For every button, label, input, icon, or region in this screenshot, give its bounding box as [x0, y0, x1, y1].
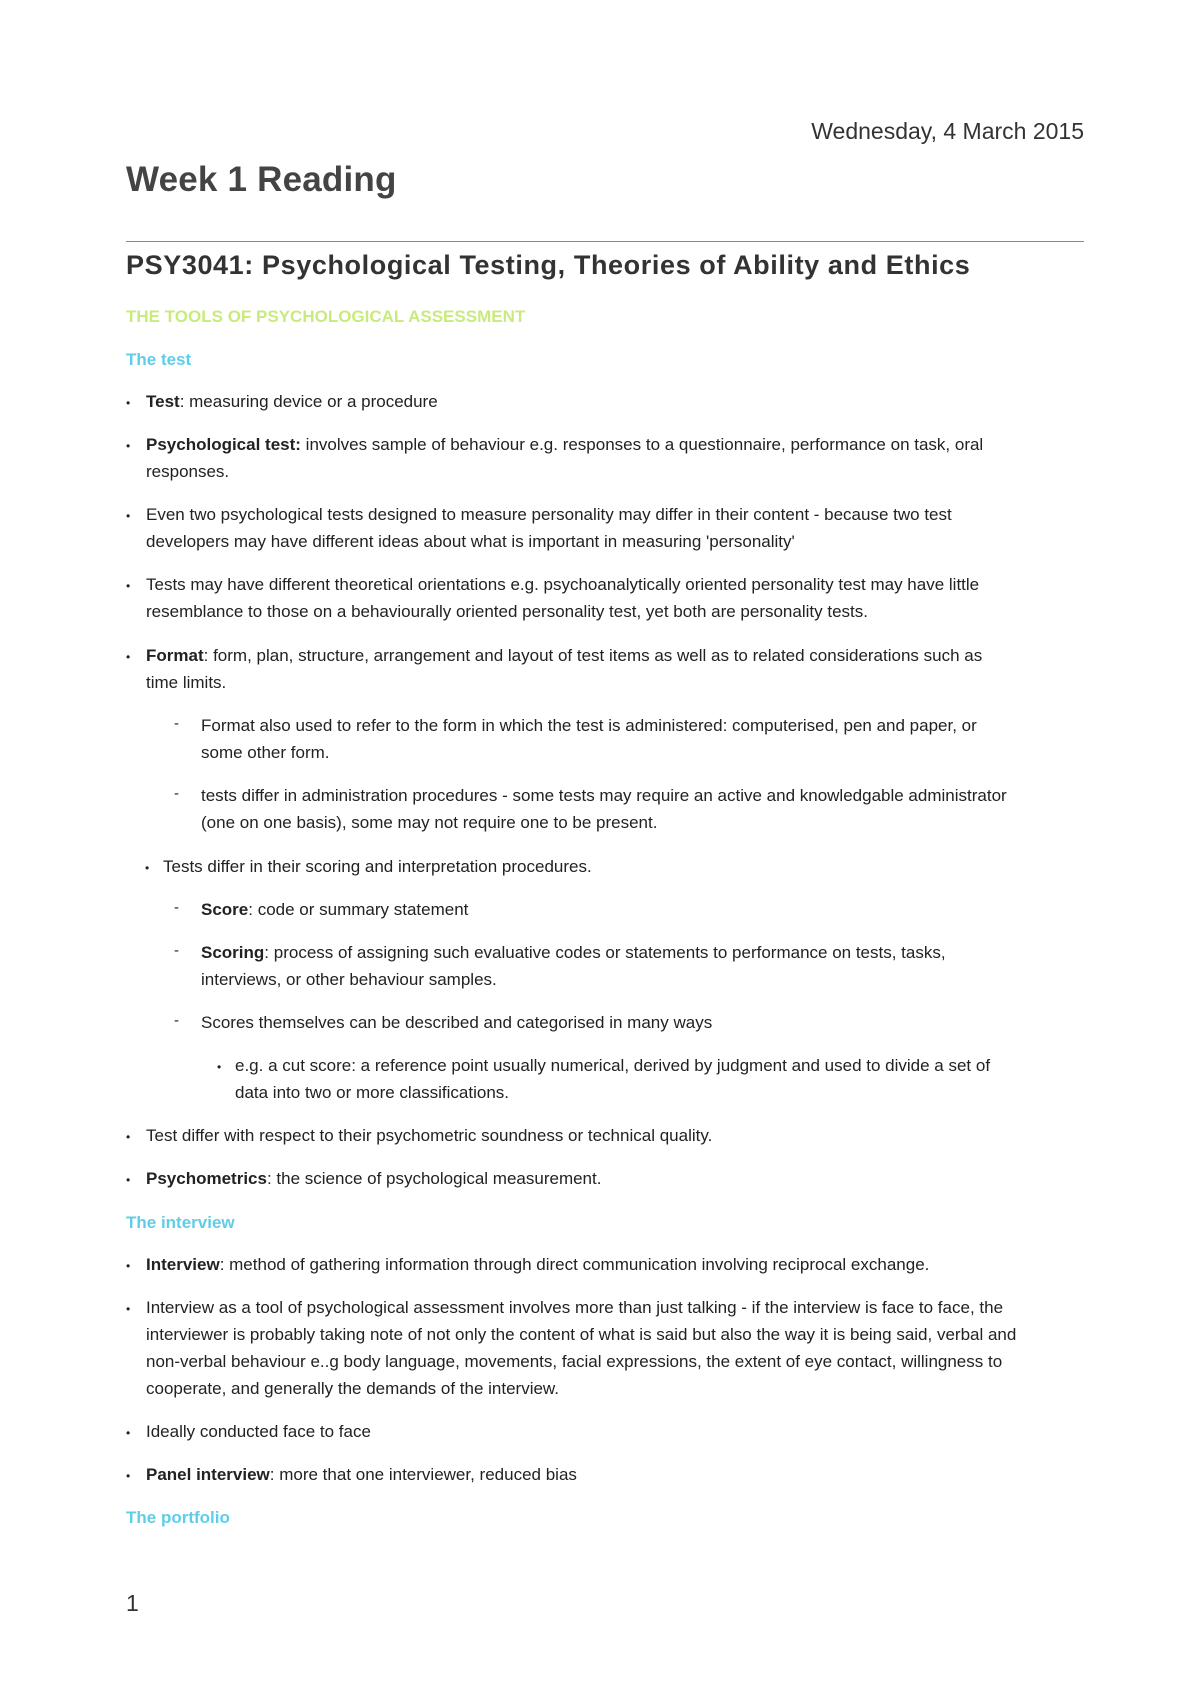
list-item-continuation: non-verbal behaviour e..g body language, movements, facial expressions, the extent of eye contact, willingness to — [146, 1352, 1003, 1371]
bullet-marker: • — [126, 439, 131, 453]
sub-list-item: Score: code or summary statement — [201, 900, 469, 919]
bullet-marker: • — [126, 1302, 131, 1316]
list-item: Psychometrics: the science of psychological measurement. — [146, 1169, 602, 1188]
bullet-marker: • — [126, 509, 131, 523]
date-header: Wednesday, 4 March 2015 — [811, 118, 1084, 144]
list-item: Interview as a tool of psychological assessment involves more than just talking - if the interview is face to face, the — [146, 1298, 1004, 1317]
list-item: Even two psychological tests designed to measure personality may differ in their content - because two test — [146, 505, 952, 524]
bullet-marker: • — [126, 1130, 131, 1144]
sub-list-item: Scoring: process of assigning such evaluative codes or statements to performance on tests, tasks, — [201, 943, 946, 962]
subheading-the-interview: The interview — [126, 1213, 235, 1232]
list-item: Format: form, plan, structure, arrangement and layout of test items as well as to related considerations such as — [146, 646, 983, 665]
list-item-continuation: time limits. — [146, 673, 227, 692]
list-item-continuation: (one on one basis), some may not require one to be present. — [201, 813, 658, 832]
dash-marker: - — [174, 785, 179, 802]
bullet-marker: • — [126, 1469, 131, 1483]
bullet-marker: • — [145, 861, 150, 875]
bullet-marker: • — [217, 1060, 222, 1074]
bullet-marker: • — [126, 579, 131, 593]
bullet-marker: • — [126, 1173, 131, 1187]
list-item-continuation: data into two or more classifications. — [235, 1083, 510, 1102]
list-item-continuation: responses. — [146, 462, 230, 481]
sub-list-item: tests differ in administration procedures - some tests may require an active and knowledgable administrator — [201, 786, 1007, 805]
page-title: Week 1 Reading — [126, 160, 397, 199]
dash-marker: - — [174, 715, 179, 732]
course-title: PSY3041: Psychological Testing, Theories of Ability and Ethics — [126, 250, 971, 280]
subheading-the-portfolio: The portfolio — [126, 1508, 230, 1527]
term: Score — [201, 900, 249, 919]
list-item: Ideally conducted face to face — [146, 1422, 371, 1441]
list-item: Test differ with respect to their psychometric soundness or technical quality. — [146, 1126, 713, 1145]
bullet-marker: • — [126, 396, 131, 410]
list-item-continuation: some other form. — [201, 743, 330, 762]
term: Psychological test: — [146, 435, 301, 454]
list-item: Test: measuring device or a procedure — [146, 392, 438, 411]
sub-sub-list-item: e.g. a cut score: a reference point usually numerical, derived by judgment and used to divide a set of — [235, 1056, 991, 1075]
term: Test — [146, 392, 180, 411]
bullet-marker: • — [126, 1426, 131, 1440]
term: Format — [146, 646, 204, 665]
dash-marker: - — [174, 942, 179, 959]
title-divider — [126, 241, 1084, 242]
dash-marker: - — [174, 899, 179, 916]
list-item: Interview: method of gathering information through direct communication involving reciprocal exchange. — [146, 1255, 930, 1274]
bullet-marker: • — [126, 1259, 131, 1273]
section-heading: THE TOOLS OF PSYCHOLOGICAL ASSESSMENT — [126, 307, 526, 326]
list-item-continuation: cooperate, and generally the demands of the interview. — [146, 1379, 559, 1398]
list-item: Panel interview: more that one interviewer, reduced bias — [146, 1465, 577, 1484]
term: Interview — [146, 1255, 220, 1274]
list-item: Tests may have different theoretical orientations e.g. psychoanalytically oriented personality test may have little — [146, 575, 980, 594]
list-item-continuation: interviewer is probably taking note of not only the content of what is said but also the way it is being said, verbal and — [146, 1325, 1017, 1344]
list-item: Tests differ in their scoring and interpretation procedures. — [163, 857, 592, 876]
term: Panel interview — [146, 1465, 270, 1484]
subheading-the-test: The test — [126, 350, 192, 369]
term: Psychometrics — [146, 1169, 267, 1188]
bullet-marker: • — [126, 650, 131, 664]
sub-list-item: Format also used to refer to the form in which the test is administered: computerised, pen and paper, or — [201, 716, 977, 735]
dash-marker: - — [174, 1012, 179, 1029]
page-number: 1 — [126, 1590, 139, 1616]
list-item: Psychological test: involves sample of behaviour e.g. responses to a questionnaire, performance on task, oral — [146, 435, 984, 454]
term: Scoring — [201, 943, 265, 962]
list-item-continuation: developers may have different ideas about what is important in measuring 'personality' — [146, 532, 795, 551]
list-item-continuation: resemblance to those on a behaviourally oriented personality test, yet both are personality tests. — [146, 602, 868, 621]
list-item-continuation: interviews, or other behaviour samples. — [201, 970, 497, 989]
sub-list-item: Scores themselves can be described and categorised in many ways — [201, 1013, 713, 1032]
